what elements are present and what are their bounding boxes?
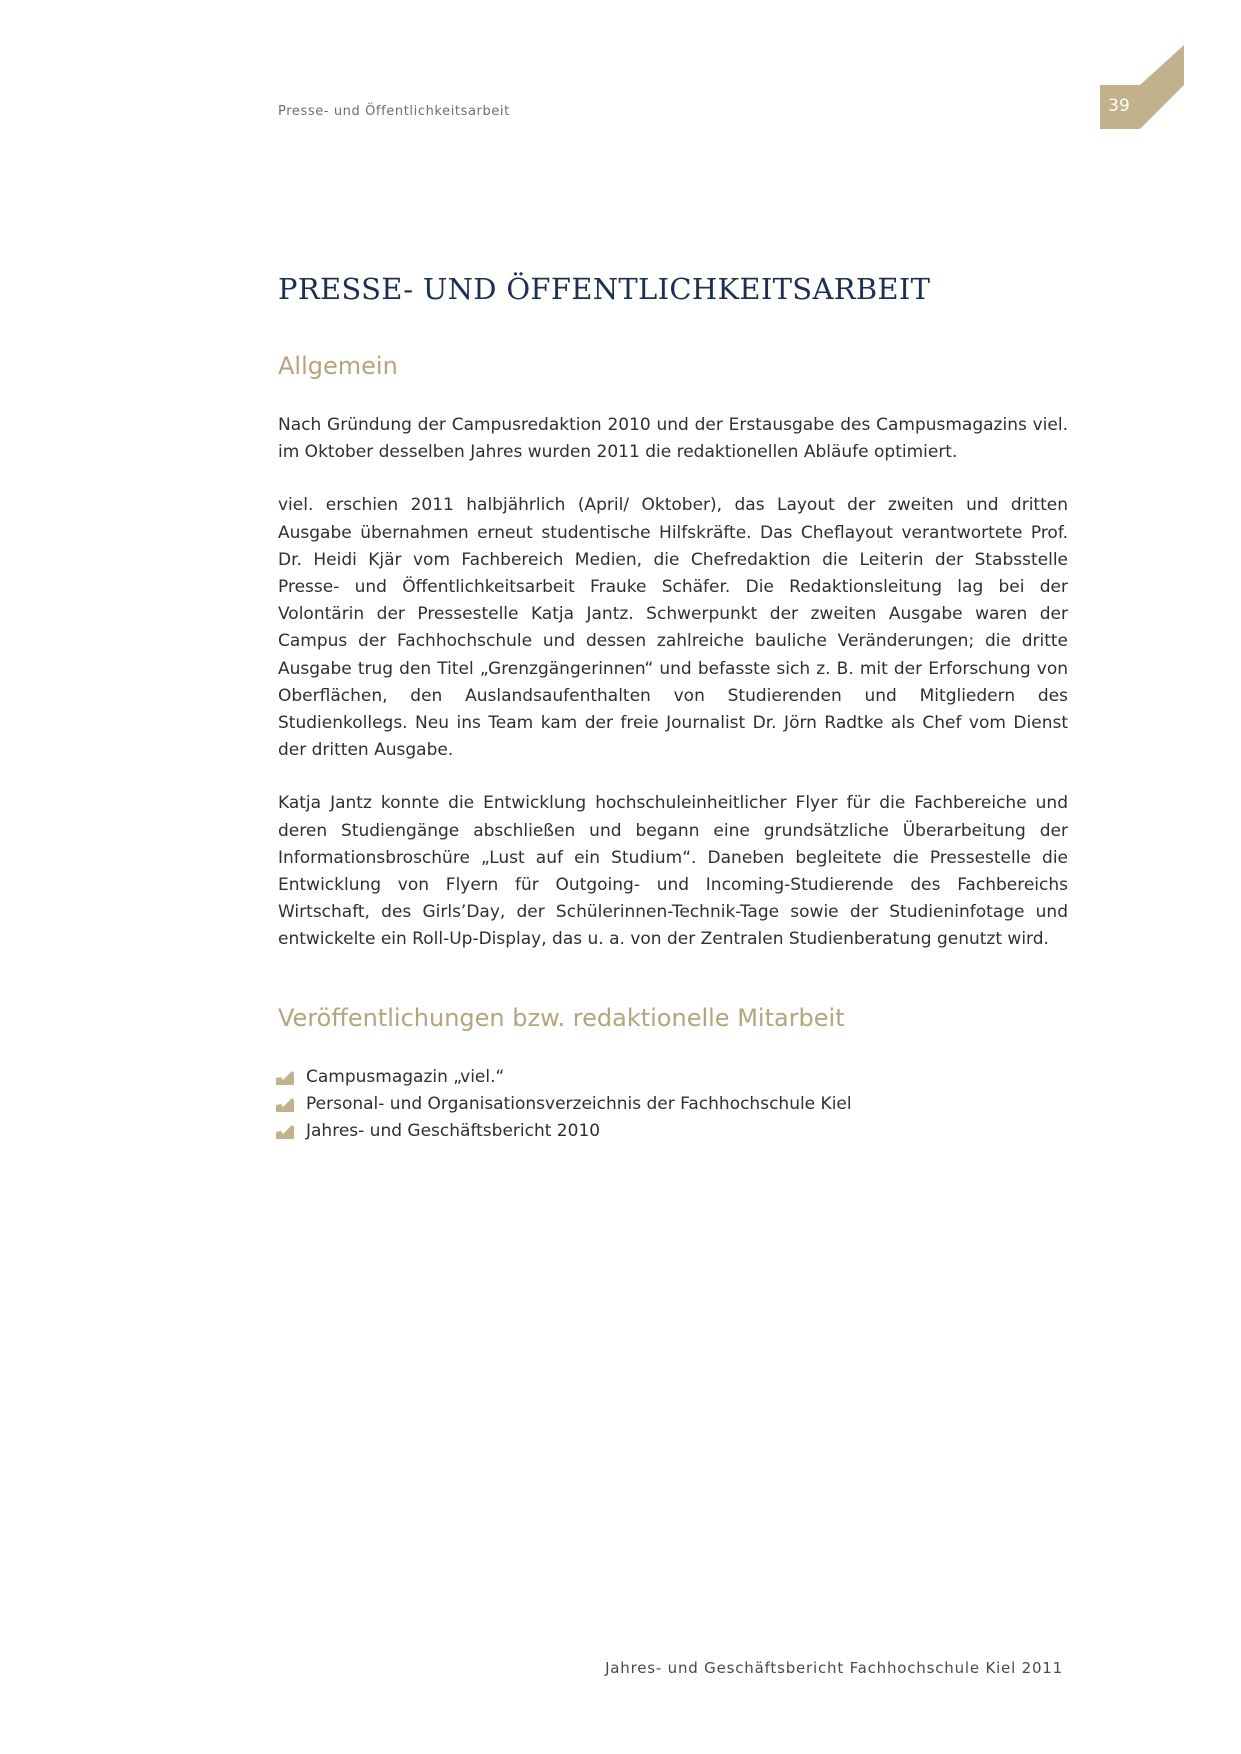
paragraph: viel. erschien 2011 halbjährlich (April/ Oktober), das Layout der zweiten und dritten Ausgabe übernahmen erneut studentische Hilfskräfte. Das Cheflayout verantwortete Prof. Dr. Heidi Kjär vom Fachbereich Medien, die Chefredaktion die Leiterin der Stabsstelle Presse- und Öffentlichkeitsarbeit Frauke Schäfer. Die Redaktionsleitung lag bei der Volontärin der Pressestelle Katja Jantz. Schwerpunkt der zweiten Ausgabe waren der Campus der Fachhochschule und dessen zahlreiche bauliche Veränderungen; die dritte Ausgabe trug den Titel „Grenzgängerinnen“ und befasste sich z. B. mit der Erforschung von Oberflächen, den Auslandsaufenthalten von Studierenden und Mitgliedern des Studienkollegs. Neu ins Team kam der freie Journalist Dr. Jörn Radtke als Chef vom Dienst der dritten Ausgabe. bbox=[278, 495, 1068, 761]
list-item-label: Jahres- und Geschäftsbericht 2010 bbox=[306, 1121, 601, 1142]
footer-text: Jahres- und Geschäftsbericht Fachhochschule Kiel 2011 bbox=[605, 1659, 1063, 1677]
paragraph: Nach Gründung der Campusredaktion 2010 und der Erstausgabe des Campusmagazins viel. im Oktober desselben Jahres wurden 2011 die redaktionellen Abläufe optimiert. bbox=[278, 415, 1068, 463]
section-heading-publications: Veröffentlichungen bzw. redaktionelle Mitarbeit bbox=[278, 1004, 845, 1032]
page-title: PRESSE- UND ÖFFENTLICHKEITSARBEIT bbox=[278, 272, 931, 306]
checkmark-icon bbox=[276, 1124, 294, 1140]
list-item-label: Campusmagazin „viel.“ bbox=[306, 1067, 505, 1087]
list-item bbox=[276, 1064, 852, 1091]
page-number-tab bbox=[1100, 45, 1184, 129]
list-item bbox=[276, 1091, 852, 1118]
paragraph: Katja Jantz konnte die Entwicklung hochschuleinheitlicher Flyer für die Fachbereiche und deren Studiengänge abschließen und begann eine grundsätzliche Überarbeitung der Informationsbroschüre „Lust auf ein Studium“. Daneben begleitete die Pressestelle die Entwicklung von Flyern für Outgoing- und Incoming-Studierende des Fachbereichs Wirtschaft, des Girls’Day, der Schülerinnen-Technik-Tage sowie der Studieninfotage und entwickelte ein Roll-Up-Display, das u. a. von der Zentralen Studienberatung genutzt wird. bbox=[278, 793, 1068, 950]
checkmark-icon bbox=[276, 1070, 294, 1086]
page-number: 39 bbox=[1108, 96, 1130, 116]
publications-list bbox=[276, 1064, 852, 1146]
list-item-label: Personal- und Organisationsverzeichnis der Fachhochschule Kiel bbox=[306, 1094, 852, 1115]
running-header: Presse- und Öffentlichkeitsarbeit bbox=[278, 104, 510, 119]
checkmark-icon bbox=[276, 1097, 294, 1113]
general-body bbox=[278, 412, 1068, 980]
section-heading-general: Allgemein bbox=[278, 352, 398, 380]
list-item bbox=[276, 1118, 852, 1145]
